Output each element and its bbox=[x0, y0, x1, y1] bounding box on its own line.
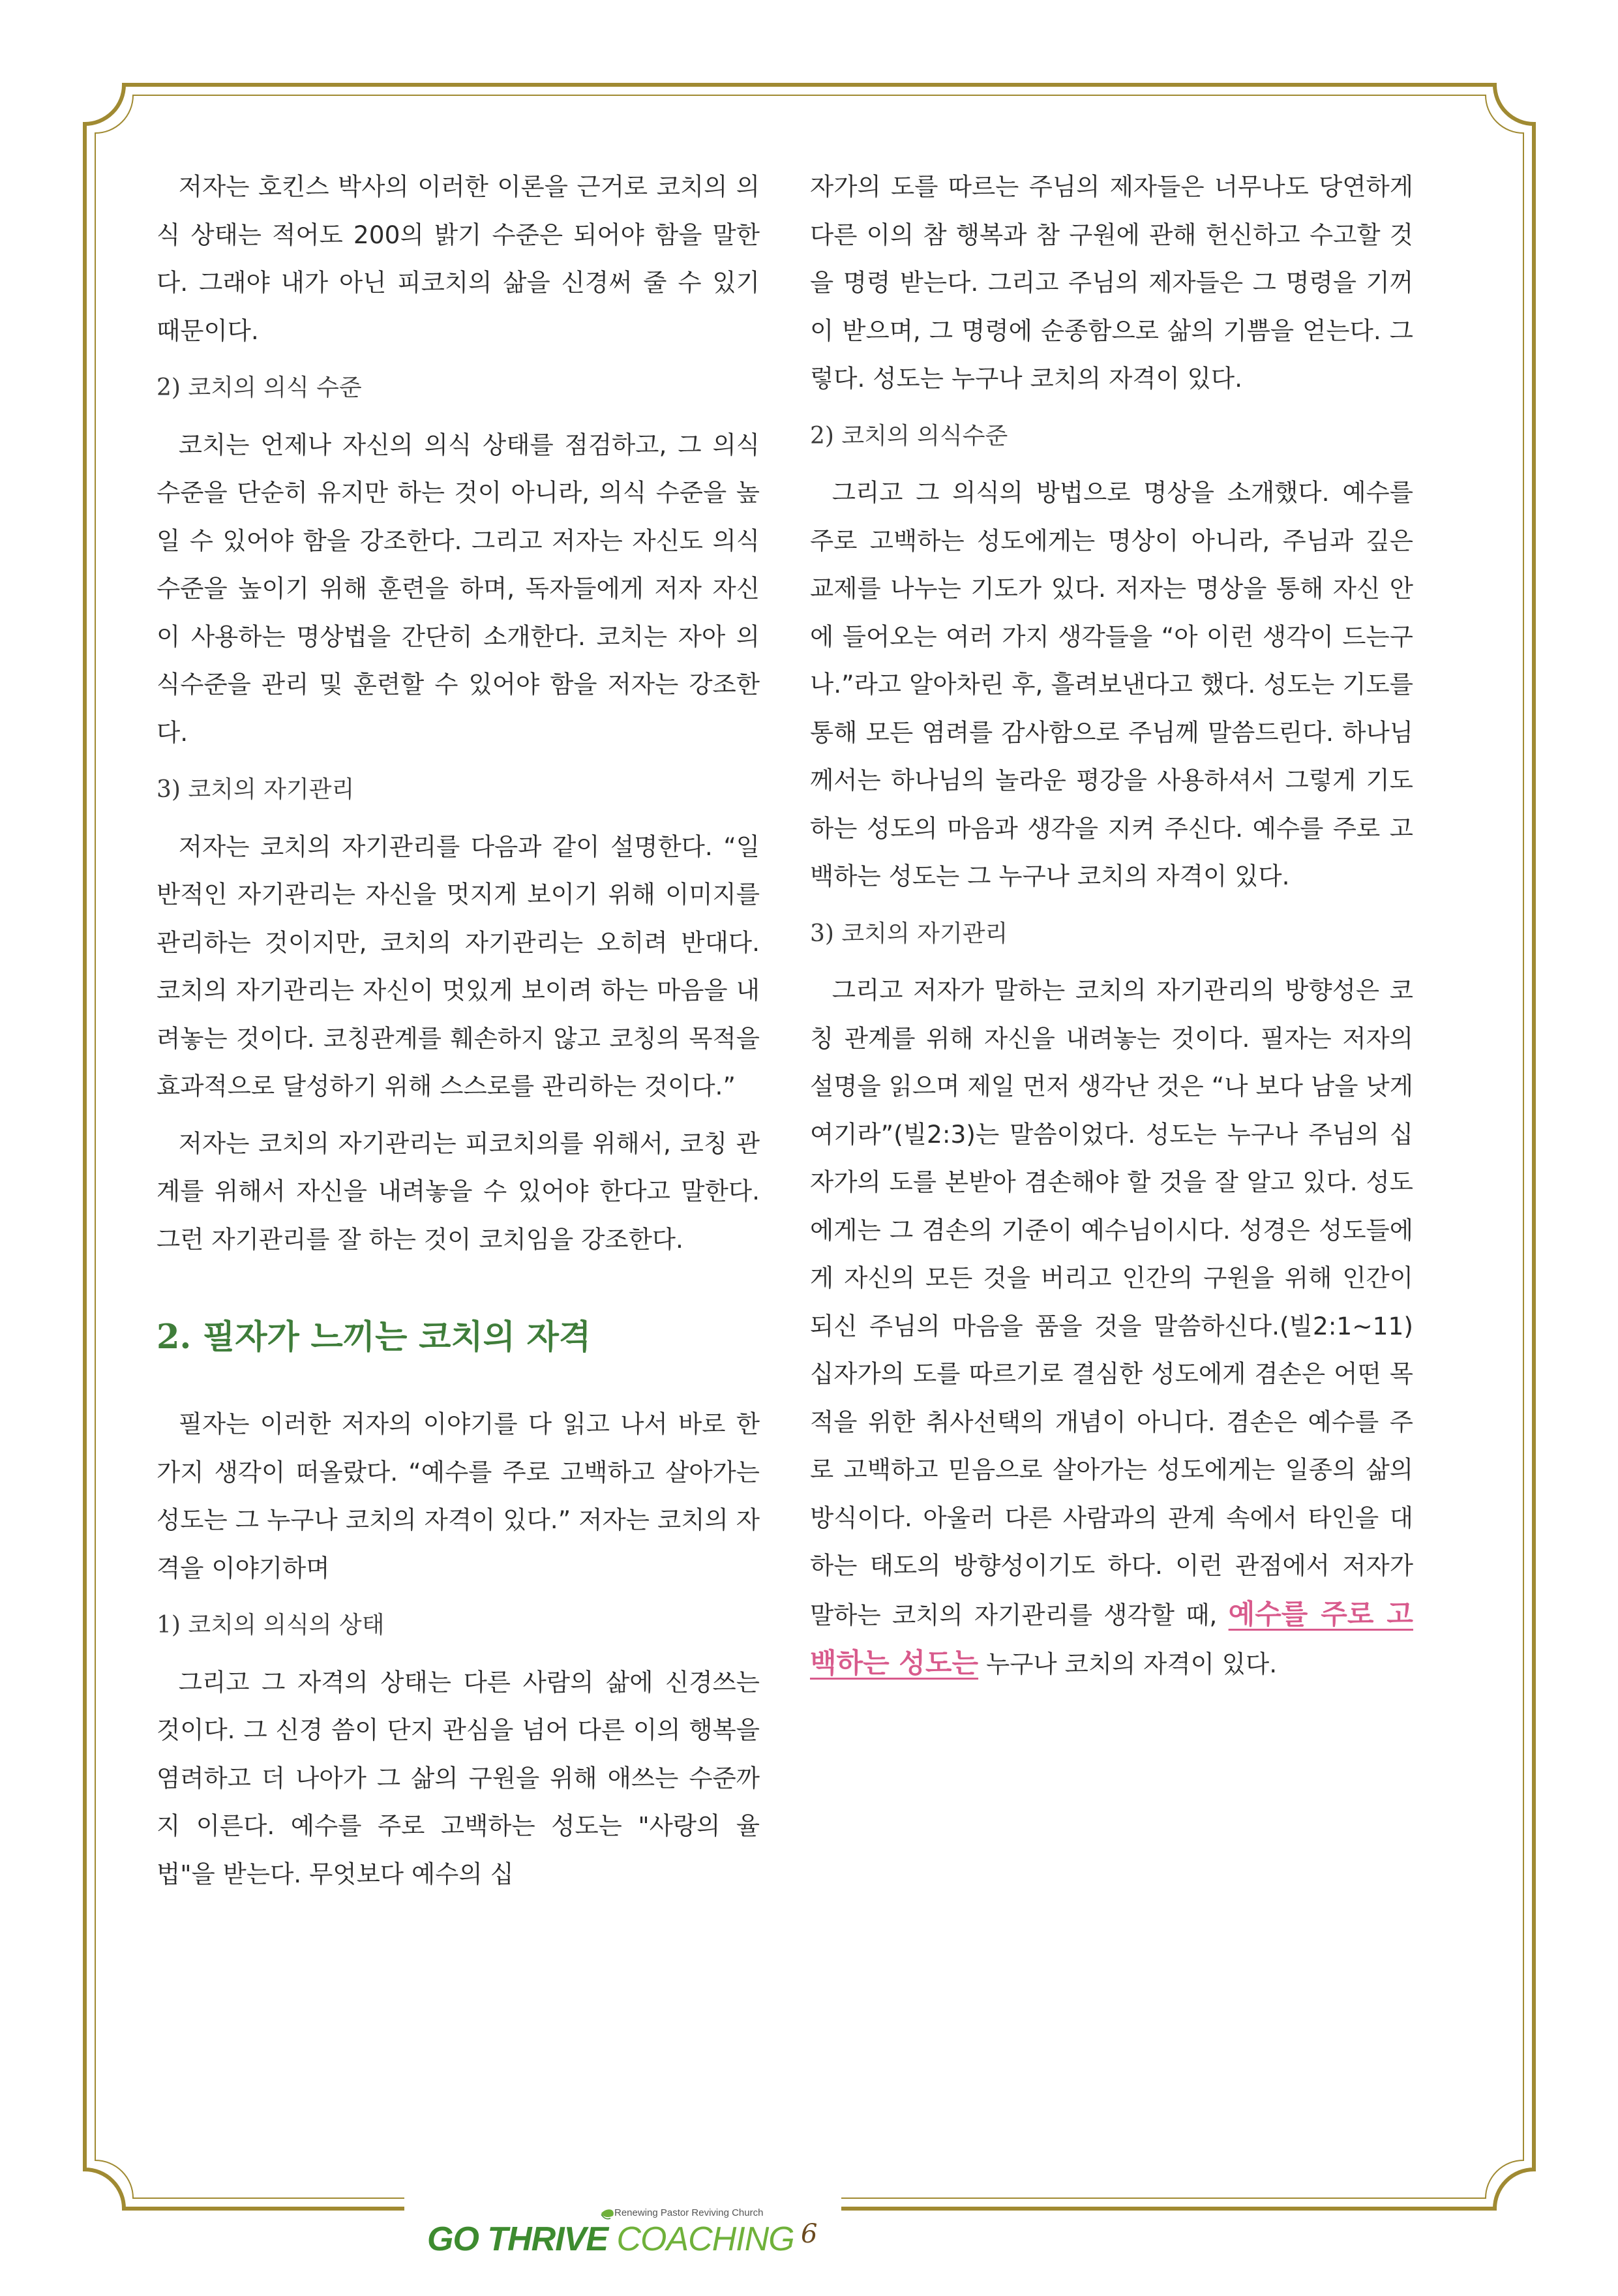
left-subheading-1: 2) 코치의 의식 수준 bbox=[157, 374, 362, 401]
left-paragraph-5: 필자는 이러한 저자의 이야기를 다 읽고 나서 바로 한 가지 생각이 떠올랐다. “예수를 주로 고백하고 살아가는 성도는 그 누구나 코치의 자격이 있다.” 저자는 코치의 자격을 이야기하며 bbox=[157, 1410, 760, 1582]
left-column bbox=[157, 163, 760, 1907]
right-subheading-1: 2) 코치의 의식수준 bbox=[810, 422, 1008, 449]
left-paragraph-3: 저자는 코치의 자기관리를 다음과 같이 설명한다. “일반적인 자기관리는 자신을 멋지게 보이기 위해 이미지를 관리하는 것이지만, 코치의 자기관리는 오히려 반대다. 코치의 자기관리는 자신이 멋있게 보이려 하는 마음을 내려놓는 것이다. 코칭관계를 훼손하지 않고 코칭의 목적을 효과적으로 달성하기 위해 스스로를 관리하는 것이다.” bbox=[157, 832, 760, 1100]
right-paragraph-3 bbox=[810, 967, 1413, 1689]
left-paragraph-1: 저자는 호킨스 박사의 이러한 이론을 근거로 코치의 의식 상태는 적어도 200의 밝기 수준은 되어야 함을 말한다. 그래야 내가 아닌 피코치의 삶을 신경써 줄 수 있기 때문이다. bbox=[157, 172, 760, 345]
right-subheading-2: 3) 코치의 자기관리 bbox=[810, 920, 1008, 947]
left-subheading-2: 3) 코치의 자기관리 bbox=[157, 776, 355, 803]
left-paragraph-2: 코치는 언제나 자신의 의식 상태를 점검하고, 그 의식 수준을 단순히 유지만 하는 것이 아니라, 의식 수준을 높일 수 있어야 함을 강조한다. 그리고 저자는 자신도 의식수준을 높이기 위해 훈련을 하며, 독자들에게 저자 자신이 사용하는 명상법을 간단히 소개한다. 코치는 자아 의식수준을 관리 및 훈련할 수 있어야 함을 저자는 강조한다. bbox=[157, 430, 760, 747]
right-paragraph-3-text: 그리고 저자가 말하는 코치의 자기관리의 방향성은 코칭 관계를 위해 자신을 내려놓는 것이다. 필자는 저자의 설명을 읽으며 제일 먼저 생각난 것은 “나 보다 남을 낫게 여기라”(빌2:3)는 말씀이었다. 성도는 누구나 주님의 십자가의 도를 본받아 겸손해야 할 것을 잘 알고 있다. 성도에게는 그 겸손의 기준이 예수님이시다. 성경은 성도들에게 자신의 모든 것을 버리고 인간의 구원을 위해 인간이 되신 주님의 마음을 품을 것을 말씀하신다.(빌2:1~11) 십자가의 도를 따르기로 결심한 성도에게 겸손은 어떤 목적을 위한 취사선택의 개념이 아니다. 겸손은 예수를 주로 고백하고 믿음으로 살아가는 성도에게는 일종의 삶의 방식이다. 아울러 다른 사람과의 관계 속에서 타인을 대하는 태도의 방향성이기도 하다. 이런 관점에서 저자가 말하는 코치의 자기관리를 생각할 때, bbox=[810, 976, 1413, 1629]
left-subheading-3: 1) 코치의 의식의 상태 bbox=[157, 1612, 385, 1639]
footer-tagline: Renewing Pastor Reviving Church bbox=[614, 2207, 764, 2218]
left-paragraph-4: 저자는 코치의 자기관리는 피코치의를 위해서, 코칭 관계를 위해서 자신을 내려놓을 수 있어야 한다고 말한다. 그런 자기관리를 잘 하는 것이 코치임을 강조한다. bbox=[157, 1128, 760, 1254]
right-column bbox=[810, 163, 1413, 1698]
right-paragraph-1: 자가의 도를 따르는 주님의 제자들은 너무나도 당연하게 다른 이의 참 행복과 참 구원에 관해 헌신하고 수고할 것을 명령 받는다. 그리고 주님의 제자들은 그 명령을 기꺼이 받으며, 그 명령에 순종함으로 삶의 기쁨을 얻는다. 그렇다. 성도는 누구나 코치의 자격이 있다. bbox=[810, 172, 1413, 393]
right-paragraph-2: 그리고 그 의식의 방법으로 명상을 소개했다. 예수를 주로 고백하는 성도에게는 명상이 아니라, 주님과 깊은 교제를 나누는 기도가 있다. 저자는 명상을 통해 자신 안에 들어오는 여러 가지 생각들을 “아 이런 생각이 드는구나.”라고 알아차린 후, 흘려보낸다고 했다. 성도는 기도를 통해 모든 염려를 감사함으로 주님께 말씀드린다. 하나님께서는 하나님의 놀라운 평강을 사용하셔서 그렇게 기도하는 성도의 마음과 생각을 지켜 주신다. 예수를 주로 고백하는 성도는 그 누구나 코치의 자격이 있다. bbox=[810, 478, 1413, 890]
brand-thrive: THRIVE bbox=[487, 2220, 608, 2258]
left-paragraph-6: 그리고 그 자격의 상태는 다른 사람의 삶에 신경쓰는 것이다. 그 신경 씀이 단지 관심을 넘어 다른 이의 행복을 염려하고 더 나아가 그 삶의 구원을 위해 애쓰는 수준까지 이른다. 예수를 주로 고백하는 성도는 "사랑의 율법"을 받는다. 무엇보다 예수의 십 bbox=[157, 1667, 760, 1888]
section-heading: 2. 필자가 느끼는 코치의 자격 bbox=[157, 1318, 592, 1357]
highlighted-phrase: 예수를 주로 고백하는 성도는 bbox=[810, 1597, 1413, 1679]
right-paragraph-3-end: 누구나 코치의 자격이 있다. bbox=[978, 1650, 1278, 1678]
brand-coaching: COACHING bbox=[616, 2220, 794, 2258]
brand-go: GO bbox=[427, 2220, 479, 2258]
brand-logo bbox=[427, 2220, 794, 2259]
page-number: 6 bbox=[801, 2219, 818, 2249]
